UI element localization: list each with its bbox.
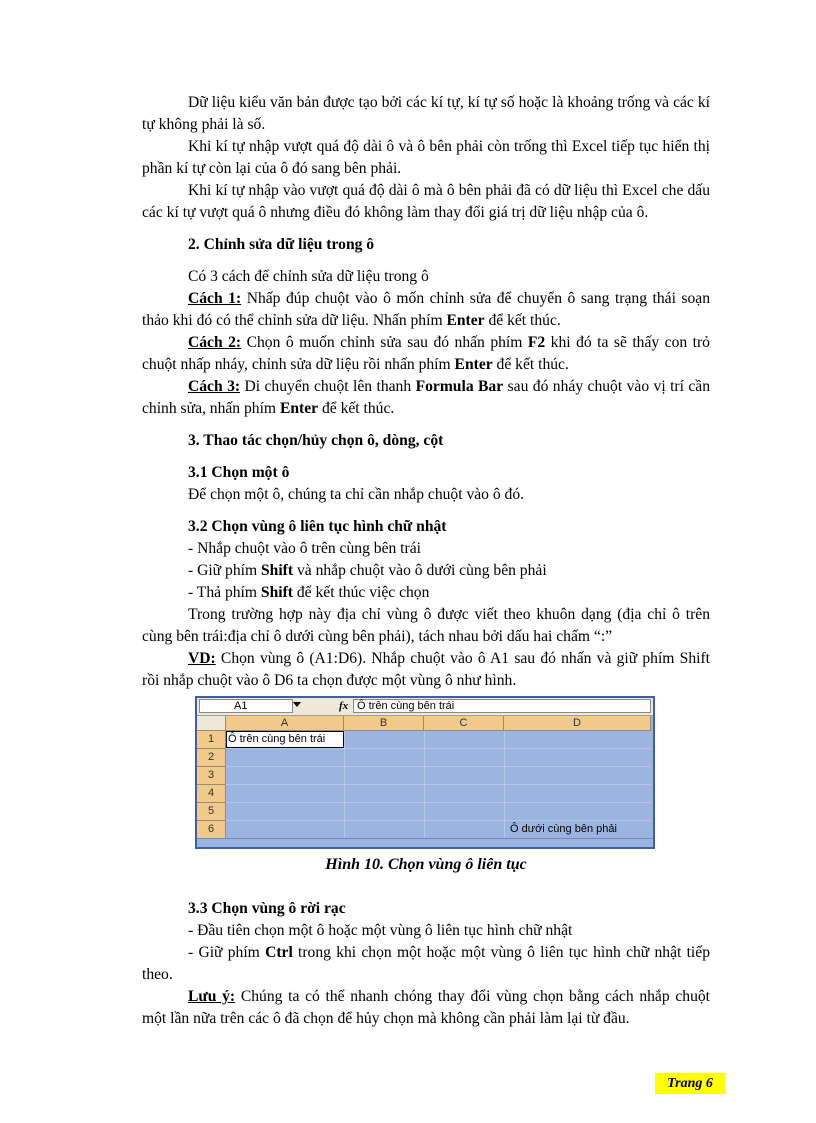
column-header-c[interactable]: C [424, 716, 504, 731]
method-3-label: Cách 3: [188, 378, 241, 395]
bullet-item: - Đầu tiên chọn một ô hoặc một vùng ô liên tục hình chữ nhật [188, 922, 573, 939]
section-3-1-text: Để chọn một ô, chúng ta chỉ cần nhắp chuột vào ô đó. [188, 486, 525, 503]
page-body [142, 92, 710, 692]
example-paragraph: VD: Chọn vùng ô (A1:D6). Nhắp chuột vào ô A1 sau đó nhấn và giữ phím Shift rồi nhắp chuột vào ô D6 ta chọn được một vùng ô như hình. [142, 650, 710, 689]
section-2-intro: Có 3 cách để chỉnh sửa dữ liệu trong ô [188, 268, 429, 285]
method-1: Cách 1: Nhấp đúp chuột vào ô mốn chỉnh sửa để chuyển ô sang trạng thái soạn thảo khi đó có thể chỉnh sửa dữ liệu. Nhấn phím Enter để kết thúc. [142, 290, 711, 329]
example-label: VD: [188, 650, 216, 667]
note-paragraph: Lưu ý: Chúng ta có thể nhanh chóng thay đổi vùng chọn bằng cách nhắp chuột một lần nữa trên các ô đã chọn để hủy chọn mà không cần phải làm lại từ đầu. [142, 988, 710, 1027]
row-header-5[interactable]: 5 [197, 803, 226, 821]
cell-a1[interactable]: Ô trên cùng bên trái [226, 731, 344, 748]
method-1-label: Cách 1: [188, 290, 242, 307]
function-icon[interactable]: fx [339, 700, 349, 712]
column-header-b[interactable]: B [344, 716, 424, 731]
method-2-label: Cách 2: [188, 334, 242, 351]
page-number: Trang 6 [655, 1073, 725, 1094]
method-2: Cách 2: Chọn ô muốn chỉnh sửa sau đó nhấn phím F2 khi đó ta sẽ thấy con trỏ chuột nhấp nháy, chỉnh sửa dữ liệu rồi nhấn phím Enter để kết thúc. [142, 334, 710, 373]
bullet-item: - Nhắp chuột vào ô trên cùng bên trái [188, 540, 421, 557]
grid-line [226, 748, 651, 749]
row-header-6[interactable]: 6 [197, 821, 226, 839]
grid-line [226, 766, 651, 767]
section-3-2-heading: 3.2 Chọn vùng ô liên tục hình chữ nhật [188, 518, 447, 535]
figure-caption: Hình 10. Chọn vùng ô liên tục [325, 856, 527, 873]
bullet-item: - Giữ phím Shift và nhắp chuột vào ô dưới cùng bên phải [188, 562, 547, 579]
selected-range-a1-d6[interactable] [226, 731, 651, 839]
method-3: Cách 3: Di chuyển chuột lên thanh Formula Bar sau đó nháy chuột vào vị trí cần chỉnh sửa, nhấn phím Enter để kết thúc. [142, 378, 711, 417]
name-box[interactable]: A1 [199, 699, 293, 713]
row-header-2[interactable]: 2 [197, 749, 226, 767]
name-box-dropdown-icon[interactable] [293, 702, 301, 707]
section-3-heading: 3. Thao tác chọn/hủy chọn ô, dòng, cột [188, 432, 444, 449]
row-header-4[interactable]: 4 [197, 785, 226, 803]
note-label: Lưu ý: [188, 988, 236, 1005]
column-header-d[interactable]: D [504, 716, 651, 731]
excel-range-figure [195, 696, 655, 849]
select-all-corner[interactable] [197, 716, 226, 731]
column-header-a[interactable]: A [226, 716, 344, 731]
formula-input[interactable]: Ô trên cùng bên trái [353, 699, 651, 713]
paragraph-text-data: Dữ liệu kiểu văn bản được tạo bởi các kí tự, kí tự số hoặc là khoảng trống và các kí tự không phải là số. [142, 94, 710, 133]
grid-line [226, 820, 651, 821]
range-address-paragraph: Trong trường hợp này địa chỉ vùng ô được viết theo khuôn dạng (địa chỉ ô trên cùng bên trái:địa chỉ ô dưới cùng bên phải), tách nhau bởi dấu hai chấm “:” [142, 606, 710, 645]
paragraph-overflow-empty: Khi kí tự nhập vượt quá độ dài ô và ô bên phải còn trống thì Excel tiếp tục hiển thị phần kí tự còn lại của ô đó sang bên phải. [142, 138, 710, 177]
row-header-1[interactable]: 1 [197, 731, 226, 749]
section-2-heading: 2. Chỉnh sửa dữ liệu trong ô [188, 236, 375, 253]
horizontal-scrollbar[interactable] [197, 838, 653, 847]
grid-line [226, 784, 651, 785]
grid-line [226, 802, 651, 803]
formula-bar [197, 698, 653, 716]
bullet-item: - Giữ phím Ctrl trong khi chọn một hoặc một vùng ô liên tục hình chữ nhật tiếp theo. [142, 944, 710, 983]
row-header-3[interactable]: 3 [197, 767, 226, 785]
section-3-3-heading: 3.3 Chọn vùng ô rời rạc [188, 900, 346, 917]
bullet-item: - Thả phím Shift để kết thúc việc chọn [188, 584, 430, 601]
page-body-continued [142, 898, 710, 1030]
paragraph-overflow-filled: Khi kí tự nhập vào vượt quá độ dài ô mà ô bên phải đã có dữ liệu thì Excel che dấu các kí tự vượt quá ô nhưng điều đó không làm thay đổi giá trị dữ liệu nhập của ô. [142, 182, 710, 221]
section-3-1-heading: 3.1 Chọn một ô [188, 464, 290, 481]
cell-d6[interactable]: Ô dưới cùng bên phải [510, 823, 617, 835]
